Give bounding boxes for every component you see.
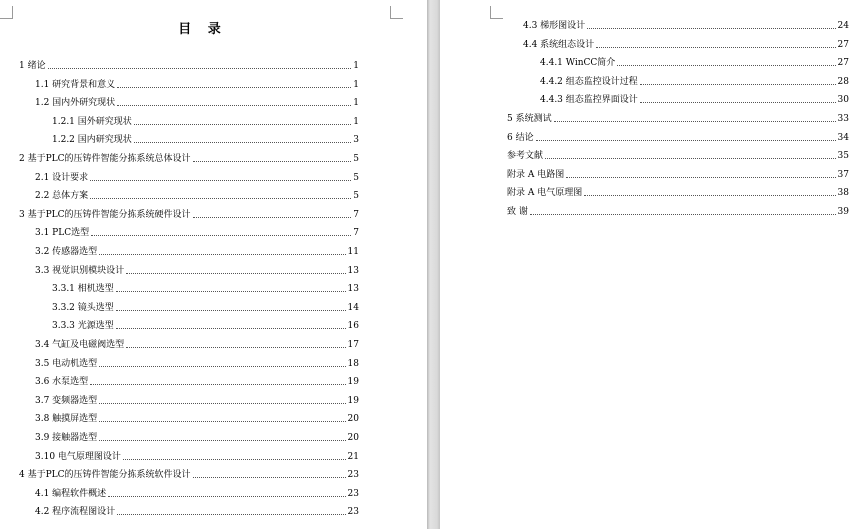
- toc-entry[interactable]: [19, 467, 359, 481]
- toc-entry-page: 37: [837, 169, 849, 180]
- dot-leader: [99, 421, 345, 422]
- toc-entry[interactable]: [35, 430, 359, 444]
- toc-entry-page: 18: [347, 358, 359, 369]
- toc-entry[interactable]: [523, 37, 849, 51]
- toc-entry-label: 1 绪论: [19, 61, 46, 71]
- toc-entry[interactable]: [507, 130, 849, 144]
- dot-leader: [193, 161, 352, 162]
- toc-entry-label: 3 基于PLC的压铸件智能分拣系统硬件设计: [19, 209, 191, 220]
- dot-leader: [554, 121, 836, 122]
- toc-entry-label: 3.8 触摸屏选型: [35, 414, 98, 425]
- toc-entry-label: 参考文献: [507, 151, 544, 162]
- dot-leader: [99, 366, 345, 367]
- toc-entry[interactable]: [507, 185, 849, 199]
- toc-entry[interactable]: [35, 170, 359, 184]
- toc-entry-page: 1: [353, 116, 359, 127]
- toc-entry[interactable]: [19, 151, 359, 165]
- toc-entry-label: 6 结论: [507, 132, 534, 143]
- dot-leader: [116, 310, 346, 311]
- toc-entry-label: 1.2.2 国内研究现状: [52, 135, 132, 146]
- toc-entry[interactable]: [35, 188, 359, 202]
- toc-entry[interactable]: [540, 92, 849, 106]
- toc-entry-page: 19: [347, 395, 359, 406]
- dot-leader: [640, 84, 836, 85]
- dot-leader: [126, 347, 345, 348]
- toc-entry-page: 23: [347, 507, 359, 518]
- toc-entry-page: 5: [353, 172, 359, 183]
- toc-entry-label: 3.1 PLC选型: [35, 228, 90, 239]
- margin-corner-mark: [490, 6, 503, 19]
- toc-entry-page: 11: [347, 247, 359, 257]
- dot-leader: [193, 217, 352, 218]
- toc-entry-page: 20: [347, 414, 359, 425]
- toc-entry-label: 4.1 编程软件概述: [35, 488, 107, 499]
- toc-entry-page: 19: [347, 377, 359, 388]
- toc-entry-page: 7: [353, 228, 359, 239]
- toc-entry-page: 21: [347, 451, 359, 462]
- toc-entry[interactable]: [540, 55, 849, 69]
- page-gutter: [427, 0, 440, 529]
- toc-entry-label: 4 基于PLC的压铸件智能分拣系统软件设计: [19, 470, 191, 481]
- dot-leader: [90, 198, 351, 199]
- toc-entry-page: 14: [347, 302, 359, 313]
- toc-entry[interactable]: [35, 393, 359, 407]
- toc-entry-label: 3.3.3 光源选型: [52, 321, 114, 332]
- dot-leader: [116, 291, 346, 292]
- toc-entry-page: 7: [353, 209, 359, 220]
- toc-entry[interactable]: [35, 263, 359, 277]
- dot-leader: [134, 124, 352, 125]
- toc-entry[interactable]: [35, 95, 359, 109]
- dot-leader: [530, 214, 836, 215]
- toc-entry[interactable]: [19, 207, 359, 221]
- toc-entry-page: 17: [347, 340, 359, 350]
- dot-leader: [193, 477, 346, 478]
- toc-entry-label: 致 谢: [507, 207, 528, 217]
- toc-entry[interactable]: [35, 356, 359, 370]
- document-page-left: [0, 0, 427, 529]
- toc-entry-label: 4.4.1 WinCC简介: [540, 58, 616, 69]
- dot-leader: [123, 459, 346, 460]
- toc-entry-label: 3.4 气缸及电磁阀选型: [35, 340, 125, 350]
- toc-entry-page: 23: [347, 488, 359, 499]
- toc-entry-page: 28: [837, 76, 849, 87]
- dot-leader: [116, 328, 346, 329]
- toc-entry[interactable]: [52, 114, 359, 128]
- toc-entry-page: 27: [837, 58, 849, 69]
- dot-leader: [90, 180, 351, 181]
- toc-entry-page: 3: [353, 135, 359, 146]
- toc-entry-label: 3.3.2 镜头选型: [52, 302, 114, 313]
- toc-entry-label: 4.3 梯形图设计: [523, 21, 586, 31]
- toc-entry-label: 2 基于PLC的压铸件智能分拣系统总体设计: [19, 154, 191, 164]
- toc-entry-page: 33: [837, 114, 849, 124]
- toc-entry-label: 4.4.2 组态监控设计过程: [540, 76, 638, 87]
- toc-entry[interactable]: [35, 337, 359, 351]
- dot-leader: [99, 440, 345, 441]
- toc-title: 目 录: [178, 22, 227, 37]
- dot-leader: [536, 140, 836, 141]
- dot-leader: [617, 65, 835, 66]
- toc-entry-label: 3.2 传感器选型: [35, 247, 98, 257]
- toc-entry-page: 34: [837, 132, 849, 143]
- toc-entry-label: 1.2 国内外研究现状: [35, 98, 116, 109]
- dot-leader: [99, 254, 345, 255]
- toc-entry-page: 27: [837, 39, 849, 50]
- dot-leader: [90, 384, 345, 385]
- toc-entry-label: 4.2 程序流程图设计: [35, 507, 116, 518]
- toc-entry[interactable]: [35, 504, 359, 518]
- toc-entry-page: 35: [837, 151, 849, 162]
- toc-entry[interactable]: [507, 111, 849, 125]
- toc-entry-label: 2.1 设计要求: [35, 172, 89, 183]
- toc-entry[interactable]: [35, 225, 359, 239]
- dot-leader: [587, 28, 835, 29]
- toc-entry[interactable]: [35, 411, 359, 425]
- toc-entry-label: 附录 A 电气原理图: [507, 188, 583, 199]
- toc-entry-label: 1.1 研究背景和意义: [35, 79, 116, 90]
- toc-entry-label: 3.7 变频器选型: [35, 395, 98, 406]
- dot-leader: [108, 496, 345, 497]
- toc-entry[interactable]: [507, 148, 849, 162]
- toc-entry[interactable]: [507, 204, 849, 218]
- dot-leader: [48, 68, 352, 69]
- toc-entry-page: 1: [353, 98, 359, 109]
- toc-entry-page: 1: [353, 61, 359, 71]
- toc-entry-label: 3.3.1 相机选型: [52, 284, 114, 295]
- dot-leader: [91, 235, 351, 236]
- toc-entry[interactable]: [52, 300, 359, 314]
- toc-entry-page: 16: [347, 321, 359, 332]
- toc-entry-label: 5 系统测试: [507, 114, 552, 124]
- toc-entry[interactable]: [52, 281, 359, 295]
- toc-entry-page: 5: [353, 191, 359, 202]
- toc-entry-page: 13: [347, 265, 359, 276]
- dot-leader: [640, 102, 836, 103]
- toc-entry-label: 3.3 视觉识别模块设计: [35, 265, 125, 276]
- toc-entry-page: 20: [347, 433, 359, 443]
- toc-entry[interactable]: [19, 58, 359, 72]
- toc-entry-page: 1: [353, 79, 359, 90]
- toc-entry[interactable]: [35, 77, 359, 91]
- toc-entry-label: 4.4.3 组态监控界面设计: [540, 95, 638, 106]
- toc-entry-label: 3.5 电动机选型: [35, 358, 98, 369]
- toc-entry[interactable]: [523, 18, 849, 32]
- toc-entry-label: 4.4 系统组态设计: [523, 39, 595, 50]
- dot-leader: [134, 142, 352, 143]
- toc-entry[interactable]: [35, 486, 359, 500]
- dot-leader: [99, 403, 345, 404]
- dot-leader: [126, 273, 345, 274]
- toc-entry-label: 2.2 总体方案: [35, 191, 89, 202]
- toc-entry[interactable]: [507, 167, 849, 181]
- dot-leader: [117, 105, 351, 106]
- toc-entry-page: 23: [347, 470, 359, 481]
- toc-entry[interactable]: [35, 449, 359, 463]
- toc-entry-page: 39: [837, 207, 849, 217]
- toc-entry-label: 1.2.1 国外研究现状: [52, 116, 132, 127]
- document-page-right: [440, 0, 865, 529]
- toc-entry[interactable]: [35, 244, 359, 258]
- toc-entry-label: 附录 A 电路图: [507, 169, 565, 180]
- dot-leader: [596, 47, 835, 48]
- toc-entry-label: 3.9 接触器选型: [35, 433, 98, 443]
- toc-entry-page: 24: [837, 21, 849, 31]
- dot-leader: [117, 87, 351, 88]
- toc-entry[interactable]: [540, 74, 849, 88]
- toc-entry-page: 5: [353, 154, 359, 164]
- toc-entry[interactable]: [35, 374, 359, 388]
- dot-leader: [545, 158, 836, 159]
- dot-leader: [117, 514, 345, 515]
- toc-entry[interactable]: [52, 132, 359, 146]
- toc-entry-label: 3.10 电气原理图设计: [35, 451, 121, 462]
- toc-entry[interactable]: [52, 318, 359, 332]
- dot-leader: [584, 195, 835, 196]
- toc-entry-page: 13: [347, 284, 359, 295]
- dot-leader: [566, 177, 835, 178]
- toc-entry-page: 38: [837, 188, 849, 199]
- toc-entry-label: 3.6 水泵选型: [35, 377, 89, 388]
- toc-entry-page: 30: [837, 95, 849, 106]
